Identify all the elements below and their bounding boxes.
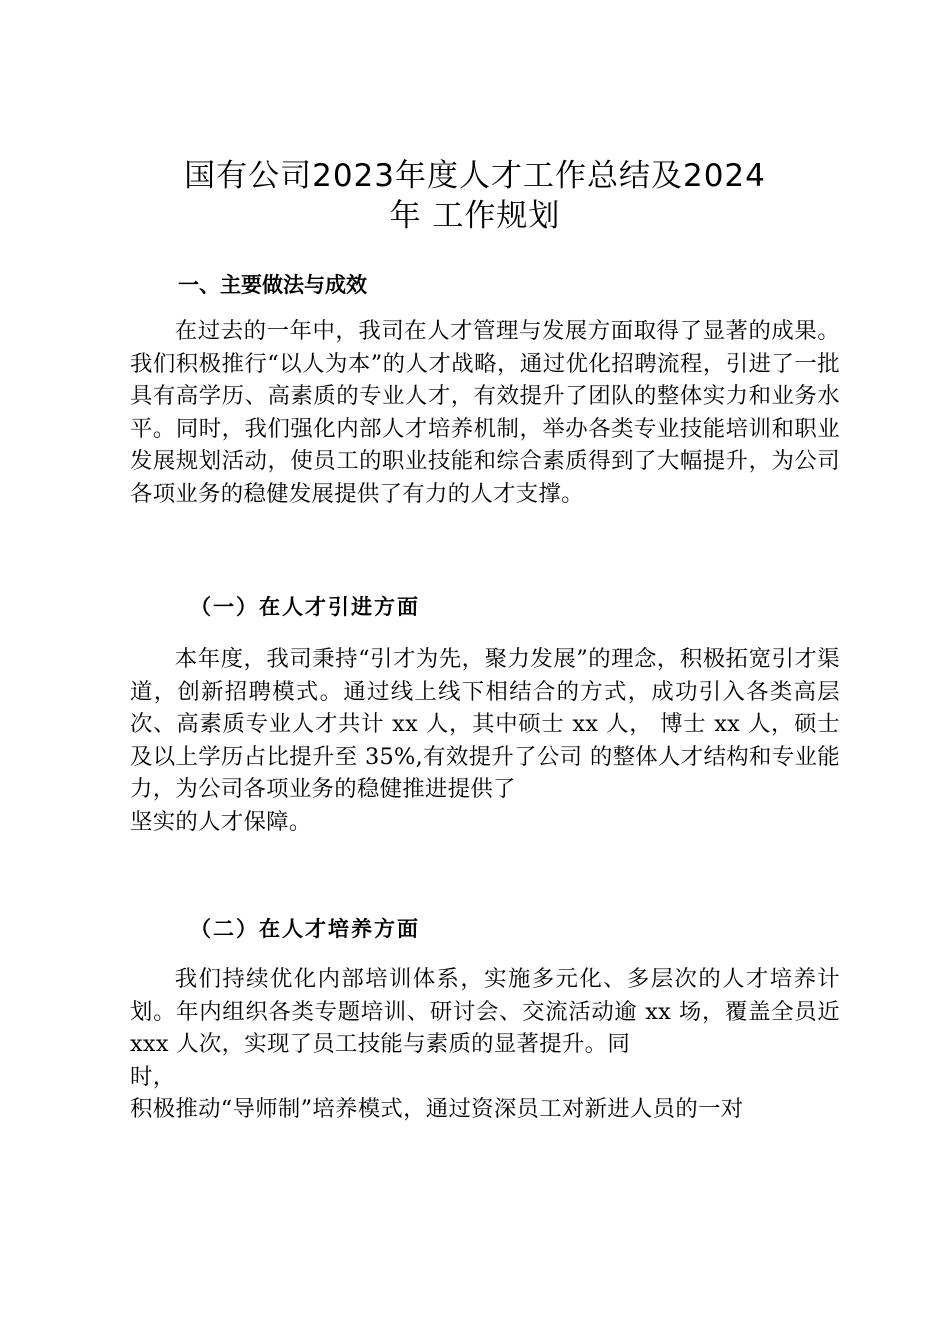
section-heading-main-practices: 一、主要做法与成效 bbox=[178, 273, 367, 297]
paragraph-main-practices: 在过去的一年中，我司在人才管理与发展方面取得了显著的成果。我们积极推行“以人为本”的人才战略，通过优化招聘流程，引进了一批具有高学历、高素质的专业人才，有效提升了团队的整体实力和业务水平。同时，我们强化内部人才培养机制，举办各类专业技能培训和职业发展规划活动，使员工的职业技能和综合素质得到了大幅提升，为公司各项业务的稳健发展提供了有力的人才支撑。 bbox=[130, 318, 840, 507]
paragraph-talent-training-break: 时， bbox=[130, 1063, 176, 1090]
document-title-line-1: 国有公司2023年度人才工作总结及2024 bbox=[184, 158, 766, 194]
paragraph-talent-training-tail: 积极推动“导师制”培养模式，通过资深员工对新进人员的一对 bbox=[130, 1096, 744, 1122]
paragraph-talent-introduction-tail: 坚实的人才保障。 bbox=[130, 808, 312, 835]
paragraph-talent-introduction bbox=[130, 643, 840, 838]
paragraph-talent-training-body: 我们持续优化内部培训体系，实施多元化、多层次的人才培养计划。年内组织各类专题培训、研讨会、交流活动逾 xx 场，覆盖全员近xxx 人次，实现了员工技能与素质的显著提升。同 bbox=[130, 966, 840, 1057]
document-title-line-2: 年 工作规划 bbox=[389, 198, 561, 234]
section-heading-talent-introduction: （一）在人才引进方面 bbox=[190, 595, 420, 619]
paragraph-talent-training bbox=[130, 963, 840, 1126]
paragraph-talent-introduction-body: 本年度，我司秉持“引才为先，聚力发展”的理念，积极拓宽引才渠道，创新招聘模式。通过线上线下相结合的方式，成功引入各类高层次、高素质专业人才共计 xx 人，其中硕士 xx 人， 博士 xx 人，硕士及以上学历占比提升至 35%,有效提升了公司 的整体人才结构和专业能力，为公司各项业务的稳健推进提供了 bbox=[130, 646, 840, 802]
section-heading-talent-training: （二）在人才培养方面 bbox=[190, 917, 420, 941]
